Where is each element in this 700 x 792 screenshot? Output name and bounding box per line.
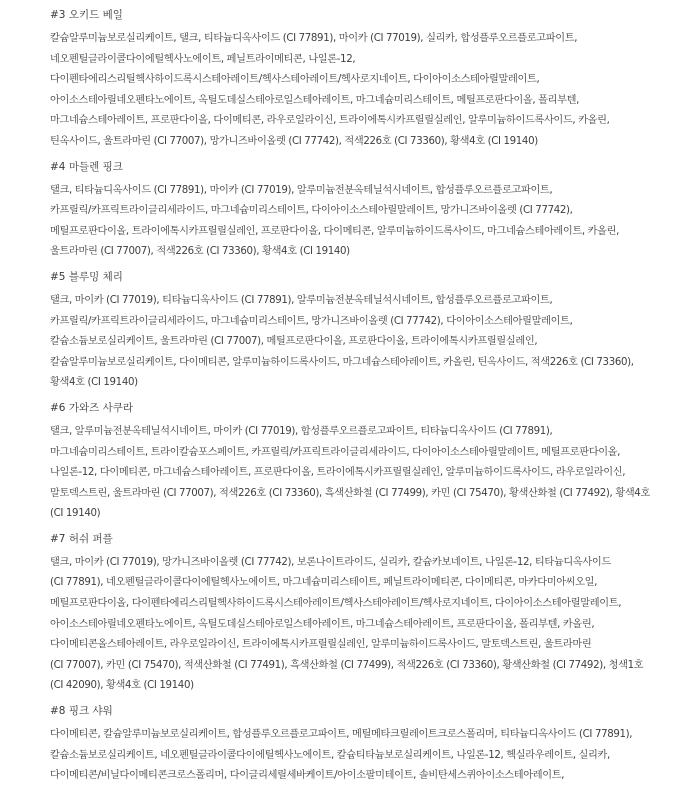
ingredient-line: 탤크, 마이카 (CI 77019), 망가니즈바이올렛 (CI 77742), 보론나이트라이드, 실리카, 칼슘카보네이트, 나일론-12, 티타늄디옥사이드 — [50, 556, 611, 568]
ingredient-line: 네오펜틸글라이콜다이에틸헥사노에이트, 페닐트라이메티콘, 나일론-12, — [50, 53, 356, 65]
ingredient-line: 탤크, 마이카 (CI 77019), 티타늄디옥사이드 (CI 77891), 알루미늄전분옥테닐석시네이트, 합성플루오르플로고파이트, — [50, 294, 553, 306]
ingredient-line: 틴옥사이드, 울트라마린 (CI 77007), 망가니즈바이올렛 (CI 77742), 적색226호 (CI 73360), 황색4호 (CI 19140) — [50, 135, 538, 147]
ingredients-content — [50, 6, 650, 792]
ingredient-line: (CI 42090), 황색4호 (CI 19140) — [50, 680, 194, 692]
ingredient-line: (CI 19140) — [50, 508, 101, 520]
shade-heading: #4 마들렌 핑크 — [50, 160, 123, 173]
ingredient-line: 나일론-12, 다이메티콘, 마그네슘스테아레이트, 프로판다이올, 트라이에톡시카프릴릴실레인, 알루미늄하이드록사이드, 라우로일라이신, — [50, 467, 626, 479]
ingredient-section — [50, 702, 650, 792]
shade-heading: #8 핑크 샤워 — [50, 705, 113, 718]
ingredient-line: 황색4호 (CI 19140) — [50, 377, 138, 389]
ingredient-line: 울트라마린 (CI 77007), 적색226호 (CI 73360), 황색4호 (CI 19140) — [50, 246, 350, 258]
ingredient-line: 다이메티콘/비닐다이메티콘크로스폴리머, 다이글리세릴세바케이트/아이소팔미테이트, 솔비탄세스퀴아이소스테아레이트, — [50, 770, 565, 782]
ingredient-line: 칼슘알루미늄보로실리케이트, 탤크, 티타늄디옥사이드 (CI 77891), 마이카 (CI 77019), 실리카, 합성플루오르플로고파이트, — [50, 33, 578, 44]
ingredient-line: 탤크, 티타늄디옥사이드 (CI 77891), 마이카 (CI 77019), 알루미늄전분옥테닐석시네이트, 합성플루오르플로고파이트, — [50, 184, 553, 196]
ingredient-line: (CI 77007), 카민 (CI 75470), 적색산화철 (CI 77491), 흑색산화철 (CI 77499), 적색226호 (CI 73360), 황색산화철 (CI 77492), 청색1호 — [50, 659, 644, 671]
ingredient-line: 카프릴릭/카프릭트라이글리세라이드, 마그네슘미리스테이트, 다이아이소스테아릴말레이트, 망가니즈바이올렛 (CI 77742), — [50, 205, 573, 217]
shade-heading: #3 오키드 베일 — [50, 9, 123, 21]
ingredient-section — [50, 6, 650, 158]
shade-heading: #5 블루밍 체리 — [50, 270, 123, 283]
ingredient-section — [50, 268, 650, 399]
ingredient-line: 마그네슘미리스테이트, 트라이칼슘포스페이트, 카프릴릭/카프릭트라이글리세라이드, 다이아이소스테아릴말레이트, 메틸프로판다이올, — [50, 446, 621, 458]
ingredient-line: 메틸프로판다이올, 트라이에톡시카프릴릴실레인, 프로판다이올, 다이메티콘, 알루미늄하이드록사이드, 마그네슘스테아레이트, 카올린, — [50, 225, 620, 237]
ingredient-line: 칼슘소듐보로실리케이트, 울트라마린 (CI 77007), 메틸프로판다이올, 프로판다이올, 트라이에톡시카프릴릴실레인, — [50, 336, 538, 348]
ingredient-line: 다이메티콘, 칼슘알루미늄보로실리케이트, 합성플루오르플로고파이트, 메틸메타크릴레이트크로스폴리머, 티타늄디옥사이드 (CI 77891), — [50, 729, 633, 741]
ingredient-line: 아이소스테아릴네오펜타노에이트, 옥틸도데실스테아로일스테아레이트, 마그네슘스테아레이트, 프로판다이올, 폴리부텐, 카올린, — [50, 618, 595, 630]
ingredient-line: 메틸프로판다이올, 다이펜타에리스리틸헥사하이드록시스테아레이트/헥사스테아레이트/헥사로지네이트, 다이아이소스테아릴말레이트, — [50, 598, 622, 610]
shade-heading: #6 가와즈 사쿠라 — [50, 401, 134, 414]
ingredient-line: 말토덱스트린, 울트라마린 (CI 77007), 적색226호 (CI 73360), 흑색산화철 (CI 77499), 카민 (CI 75470), 황색산화철 (CI 77492), 황색4호 — [50, 487, 650, 499]
ingredient-line: 다이펜타에리스리틸헥사하이드록시스테아레이트/헥사스테아레이트/헥사로지네이트, 다이아이소스테아릴말레이트, — [50, 74, 540, 86]
shade-heading: #7 허쉬 퍼플 — [50, 532, 113, 545]
section-spacer — [50, 787, 650, 792]
ingredient-line: 마그네슘스테아레이트, 프로판다이올, 다이메티콘, 라우로일라이신, 트라이에톡시카프릴릴실레인, 알루미늄하이드록사이드, 카올린, — [50, 115, 610, 127]
ingredient-section — [50, 530, 650, 702]
ingredient-section — [50, 399, 650, 530]
ingredient-line: (CI 77891), 네오펜틸글라이콜다이에틸헥사노에이트, 마그네슘미리스테이트, 페닐트라이메티콘, 다이메티콘, 마카다미아씨오일, — [50, 577, 598, 589]
ingredient-line: 탤크, 알루미늄전분옥테닐석시네이트, 마이카 (CI 77019), 합성플루오르플로고파이트, 티타늄디옥사이드 (CI 77891), — [50, 425, 553, 437]
ingredient-line: 카프릴릭/카프릭트라이글리세라이드, 마그네슘미리스테이트, 망가니즈바이올렛 (CI 77742), 다이아이소스테아릴말레이트, — [50, 315, 573, 327]
ingredient-line: 칼슘알루미늄보로실리케이트, 다이메티콘, 알루미늄하이드록사이드, 마그네슘스테아레이트, 카올린, 틴옥사이드, 적색226호 (CI 73360), — [50, 356, 634, 368]
ingredient-section — [50, 158, 650, 268]
ingredient-line: 칼슘소듐보로실리케이트, 네오펜틸글라이콜다이에틸헥사노에이트, 칼슘티타늄보로실리케이트, 나일론-12, 헥실라우레이트, 실리카, — [50, 749, 610, 761]
ingredient-line: 아이소스테아릴네오펜타노에이트, 옥틸도데실스테아로일스테아레이트, 마그네슘미리스테이트, 메틸프로판다이올, 폴리부텐, — [50, 94, 580, 106]
ingredient-line: 다이메티콘올스테아레이트, 라우로일라이신, 트라이에톡시카프릴릴실레인, 알루미늄하이드록사이드, 말토덱스트린, 울트라마린 — [50, 639, 592, 651]
